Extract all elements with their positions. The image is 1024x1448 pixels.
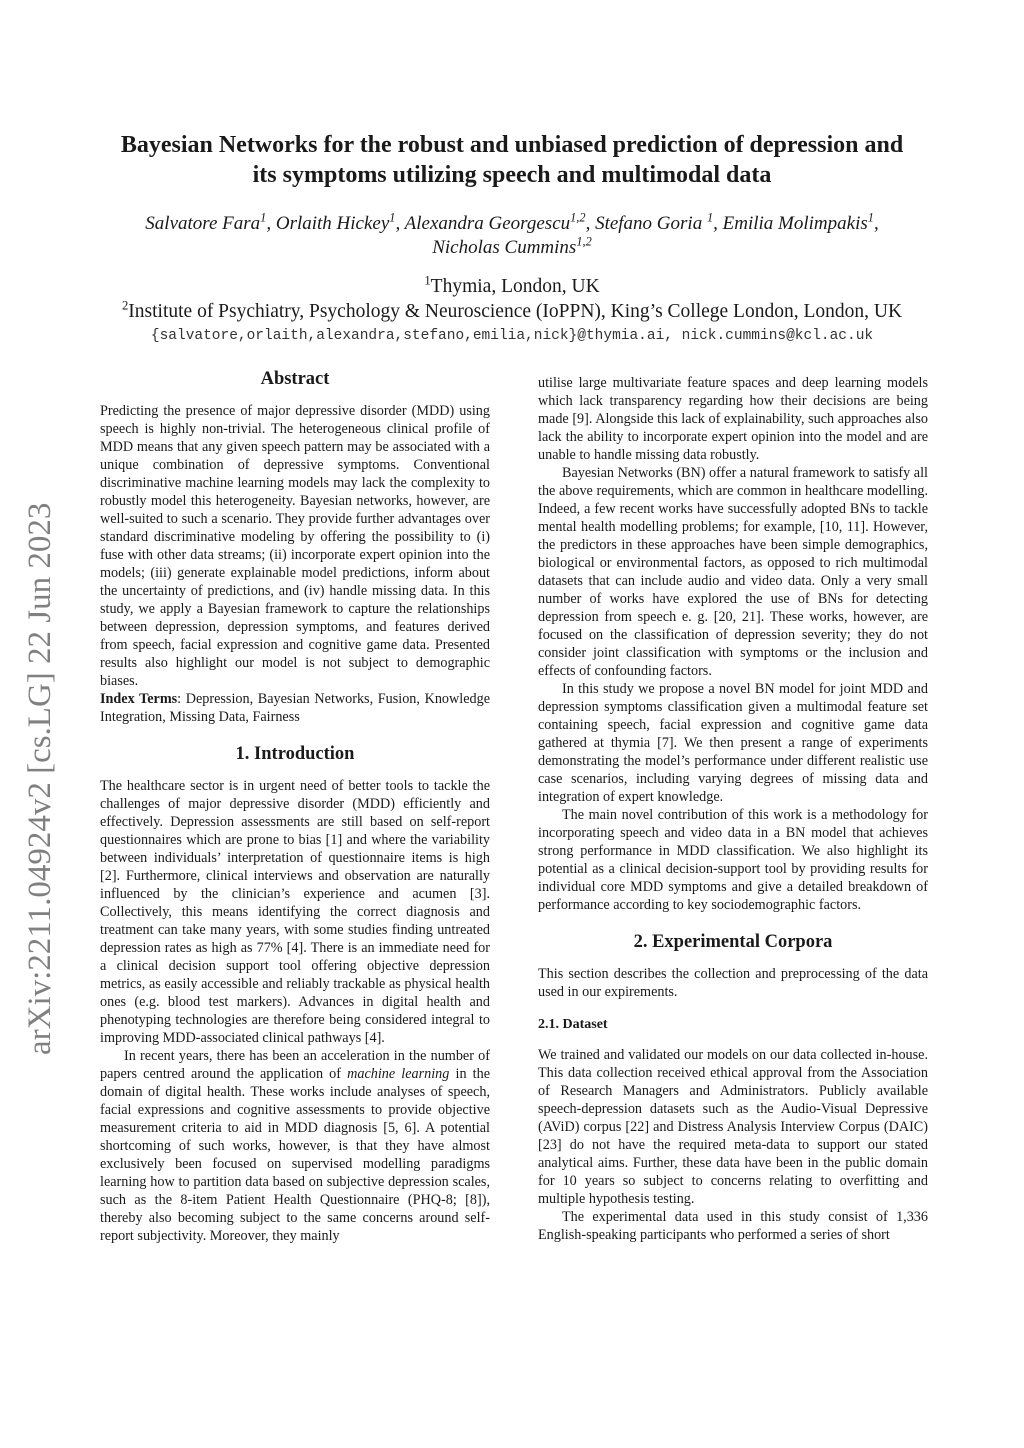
abstract-heading: Abstract <box>260 369 330 389</box>
right-column <box>538 374 928 1244</box>
author-affiliation: 1,2 <box>576 234 592 249</box>
introduction-paragraph-2: In recent years, there has been an acceleration in the number of papers centred around the application of machine learning in the domain of digital health. These works include analyses of speech, facial expressions and cognitive assessments to provide objective measurement criteria to aid in MDD diagnosis [5, 6]. A potential shortcoming of such works, however, is that they have almost exclusively been focused on supervised modelling paradigms learning how to partition data based on subjective depression scales, such as the 8-item Patient Health Questionnaire (PHQ-8; [8]), thereby also becoming subject to the same concerns around self-report subjectivity. Moreover, they mainly <box>100 1048 490 1244</box>
author-name: Nicholas Cummins <box>432 237 577 258</box>
introduction-paragraph-3: Bayesian Networks (BN) offer a natural framework to satisfy all the above requirements, which are common in healthcare modelling. Indeed, a few recent works have successfully adopted BNs to tackle mental health modelling problems; for example, [10, 11]. However, the predictors in these approaches have been simple demographics, biological or environmental factors, as opposed to rich multimodal datasets that can include audio and video data. Only a very small number of works have explored the use of BNs for detecting depression from speech e. g. [20, 21]. These works, however, are focused on the classification of depression severity; they do not consider joint classification with symptoms or the inclusion and effects of confounding factors. <box>538 465 928 679</box>
dataset-paragraph-2: The experimental data used in this study consist of 1,336 English-speaking participants who performed a series of short <box>538 1209 928 1243</box>
emphasis-machine-learning: machine learning <box>347 1066 450 1082</box>
author-name: Salvatore Fara <box>145 213 261 234</box>
affiliation-number: 2 <box>121 298 129 313</box>
author-name: Alexandra Georgescu <box>404 213 571 234</box>
author-name: Emilia Molimpakis <box>722 213 868 234</box>
corpora-heading: 2. Experimental Corpora <box>633 932 833 952</box>
introduction-paragraph-4: In this study we propose a novel BN model for joint MDD and depression symptoms classification given a multimodal feature set containing speech, facial expression and cognitive game data gathered at thymia [7]. We then present a range of experiments demonstrating the model’s performance under different realistic use case scenarios, including varying degrees of missing data and integration of expert knowledge. <box>538 681 928 805</box>
arxiv-identifier-stamp: arXiv:2211.04924v2 [cs.LG] 22 Jun 2023 <box>22 502 58 1055</box>
title-line-2: its symptoms utilizing speech and multimodal data <box>252 162 772 188</box>
index-terms <box>100 690 490 726</box>
affiliation-text: Institute of Psychiatry, Psychology & Neuroscience (IoPPN), King’s College London, London, UK <box>128 301 903 322</box>
introduction-paragraph-2-continued: utilise large multivariate feature spaces and deep learning models which lack transparency regarding how their decisions are being made [9]. Alongside this lack of explainability, such approaches also lack the ability to incorporate expert opinion into the model and are unable to handle missing data robustly. <box>538 375 928 463</box>
author-affiliation: 1,2 <box>570 210 586 225</box>
affiliation-1 <box>60 274 964 299</box>
affiliation-list <box>60 274 964 324</box>
introduction-heading: 1. Introduction <box>235 744 355 764</box>
title-line-1: Bayesian Networks for the robust and unbiased prediction of depression and <box>120 132 904 158</box>
introduction-paragraph-1: The healthcare sector is in urgent need of better tools to tackle the challenges of major depressive disorder (MDD) efficiently and effectively. Depression assessments are still based on self-report questionnaires which are prone to bias [1] and where the variability between individuals’ interpretation of questionnaire items is high [2]. Furthermore, clinical interviews and observation are naturally influenced by the clinician’s experience and acumen [3]. Collectively, this means identifying the correct diagnosis and treatment can take many years, with some studies finding untreated depression rates as high as 77% [4]. There is an immediate need for a clinical decision support tool offering objective depression metrics, as easily accessible and reliably trackable as physical health ones (e.g. blood test markers). Advances in digital health and phenotyping technologies are therefore being considered integral to improving MDD-associated clinical pathways [4]. <box>100 778 490 1046</box>
author-affiliation: 1 <box>260 210 267 225</box>
affiliation-text: Thymia, London, UK <box>430 276 600 297</box>
affiliation-2 <box>60 299 964 324</box>
index-terms-text: : Depression, Bayesian Networks, Fusion, Knowledge Integration, Missing Data, Fairness <box>100 691 490 725</box>
dataset-paragraph-1: We trained and validated our models on our data collected in-house. This data collection received ethical approval from the Association of Research Managers and Administrators. Publicly available speech-depression datasets such as the Audio-Visual Depressive (AViD) corpus [22] and Distress Analysis Interview Corpus (DAIC) [23] do not have the required meta-data to support our stated analytical aims. Further, these data have been in the public domain for 10 years so subject to concerns relating to overfitting and multiple hypothesis testing. <box>538 1047 928 1207</box>
dataset-heading: 2.1. Dataset <box>538 1017 608 1032</box>
author-name: Stefano Goria <box>595 213 703 234</box>
author-list: Salvatore Fara$^1$, Orlaith Hickey$^1$, Alexandra Georgescu$^{1,2}$, Stefano Goria $^1$, Emilia Molimpakis$^1$, Nicholas Cummins$^{1,2}$ <box>145 210 879 258</box>
index-terms-label: Index Terms <box>100 691 178 707</box>
author-affiliation: 1 <box>389 210 396 225</box>
author-emails: {salvatore,orlaith,alexandra,stefano,emilia,nick}@thymia.ai, nick.cummins@kcl.ac.uk <box>150 328 874 344</box>
affiliation-number: 1 <box>424 273 431 288</box>
author-affiliation: 1 <box>867 210 874 225</box>
abstract-text: Predicting the presence of major depressive disorder (MDD) using speech is highly non-trivial. The heterogeneous clinical profile of MDD means that any given speech pattern may be associated with a unique combination of depressive symptoms. Conventional discriminative machine learning models may lack the complexity to robustly model this heterogeneity. Bayesian networks, however, are well-suited to such a scenario. They provide further advantages over standard discriminative modeling by offering the possibility to (i) fuse with other data streams; (ii) incorporate expert opinion into the models; (iii) generate explainable model predictions, inform about the uncertainty of predictions, and (iv) handle missing data. In this study, we apply a Bayesian framework to capture the relationships between depression, depression symptoms, and features derived from speech, facial expression and cognitive game data. Presented results also highlight our model is not subject to demographic biases. <box>100 403 490 689</box>
author-affiliation: 1 <box>706 210 714 225</box>
introduction-paragraph-5: The main novel contribution of this work is a methodology for incorporating speech and video data in a BN model that achieves strong performance in MDD classification. We also highlight its potential as a clinical decision-support tool by providing results for individual core MDD symptoms and give a detailed breakdown of performance according to key sociodemographic factors. <box>538 807 928 913</box>
left-column <box>100 368 490 1245</box>
author-name: Orlaith Hickey <box>275 213 390 234</box>
paper-title <box>90 130 934 190</box>
corpora-intro: This section describes the collection and preprocessing of the data used in our expirements. <box>538 966 928 1000</box>
